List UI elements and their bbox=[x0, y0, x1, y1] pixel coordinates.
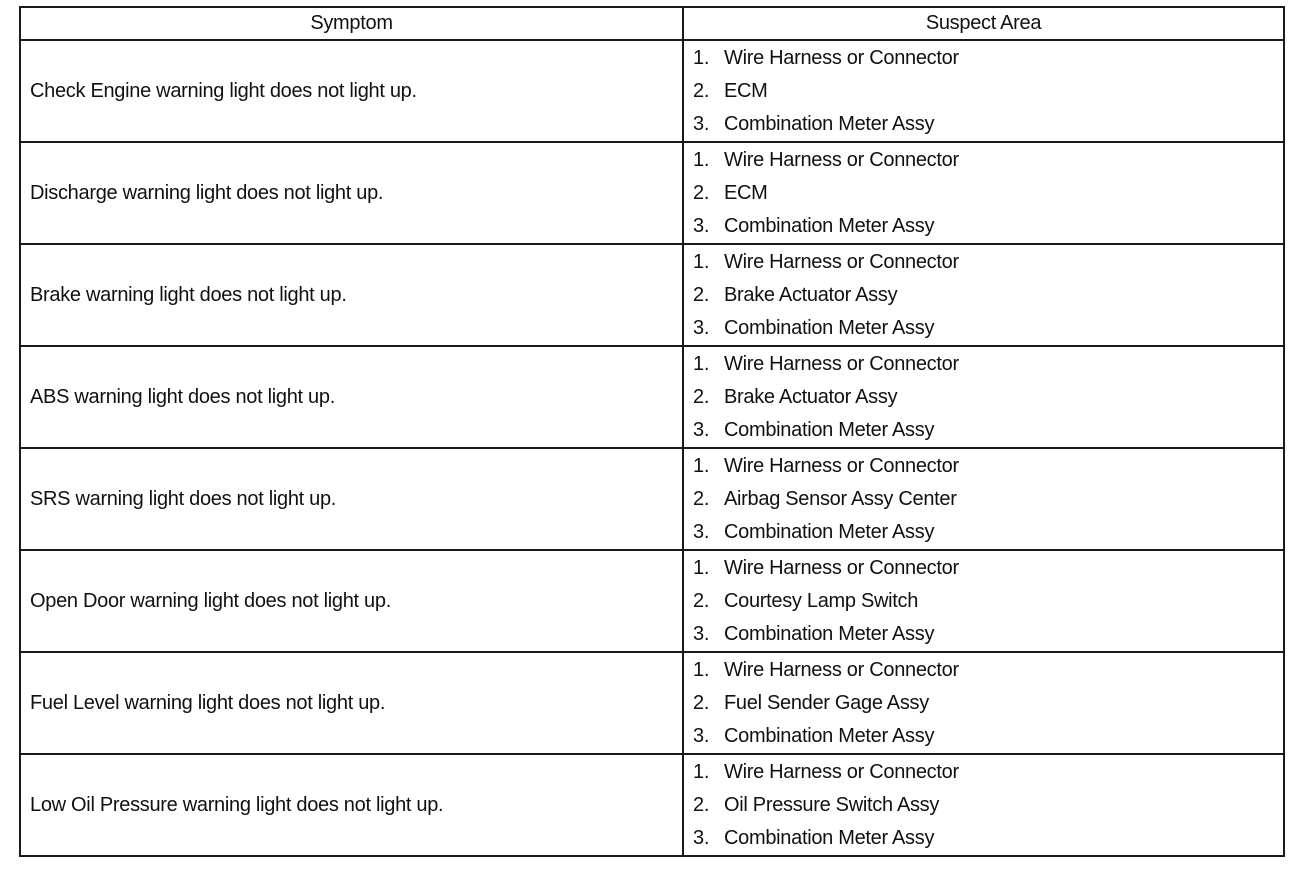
suspect-item-text: Combination Meter Assy bbox=[724, 112, 935, 135]
symptom-text: Brake warning light does not light up. bbox=[30, 283, 347, 306]
suspect-item-number: 1. bbox=[693, 46, 710, 69]
suspect-item-text: Combination Meter Assy bbox=[724, 622, 935, 645]
suspect-item-number: 3. bbox=[693, 112, 710, 135]
suspect-list bbox=[684, 654, 1283, 753]
suspect-item bbox=[684, 348, 1283, 381]
suspect-item-text: Wire Harness or Connector bbox=[724, 556, 959, 579]
suspect-item-number: 3. bbox=[693, 826, 710, 849]
suspect-item-number: 3. bbox=[693, 214, 710, 237]
suspect-item bbox=[684, 687, 1283, 720]
suspect-item-text: Wire Harness or Connector bbox=[724, 454, 959, 477]
symptom-cell bbox=[20, 40, 683, 142]
suspect-item bbox=[684, 414, 1283, 447]
suspect-item-number: 2. bbox=[693, 283, 710, 306]
suspect-item bbox=[684, 756, 1283, 789]
suspect-item-text: Combination Meter Assy bbox=[724, 826, 935, 849]
suspect-item-number: 2. bbox=[693, 385, 710, 408]
suspect-item bbox=[684, 483, 1283, 516]
table-row bbox=[20, 754, 1284, 856]
suspect-area-cell bbox=[683, 142, 1284, 244]
suspect-list bbox=[684, 450, 1283, 549]
suspect-item-text: Courtesy Lamp Switch bbox=[724, 589, 919, 612]
symptom-text: Low Oil Pressure warning light does not light up. bbox=[30, 793, 444, 816]
symptom-text: Open Door warning light does not light up. bbox=[30, 589, 391, 612]
suspect-item-text: Combination Meter Assy bbox=[724, 418, 935, 441]
suspect-item-text: Wire Harness or Connector bbox=[724, 250, 959, 273]
suspect-item-text: Oil Pressure Switch Assy bbox=[724, 793, 940, 816]
suspect-item-number: 3. bbox=[693, 622, 710, 645]
suspect-item bbox=[684, 720, 1283, 753]
suspect-item bbox=[684, 552, 1283, 585]
suspect-list bbox=[684, 348, 1283, 447]
suspect-item-number: 3. bbox=[693, 418, 710, 441]
suspect-list bbox=[684, 144, 1283, 243]
suspect-item bbox=[684, 516, 1283, 549]
symptom-cell bbox=[20, 448, 683, 550]
table-header bbox=[20, 7, 1284, 40]
suspect-item-text: Wire Harness or Connector bbox=[724, 352, 959, 375]
suspect-item bbox=[684, 450, 1283, 483]
suspect-item bbox=[684, 822, 1283, 855]
suspect-list bbox=[684, 552, 1283, 651]
suspect-item-text: Combination Meter Assy bbox=[724, 214, 935, 237]
symptom-cell bbox=[20, 754, 683, 856]
suspect-item-text: Wire Harness or Connector bbox=[724, 658, 959, 681]
suspect-item-text: Wire Harness or Connector bbox=[724, 148, 959, 171]
suspect-item-text: Wire Harness or Connector bbox=[724, 760, 959, 783]
table-row bbox=[20, 244, 1284, 346]
suspect-item bbox=[684, 108, 1283, 141]
suspect-item bbox=[684, 789, 1283, 822]
symptom-cell bbox=[20, 346, 683, 448]
suspect-item-number: 1. bbox=[693, 760, 710, 783]
table-body bbox=[20, 40, 1284, 856]
suspect-area-cell bbox=[683, 652, 1284, 754]
table-row bbox=[20, 550, 1284, 652]
symptom-text: ABS warning light does not light up. bbox=[30, 385, 335, 408]
symptom-cell bbox=[20, 244, 683, 346]
symptom-text: SRS warning light does not light up. bbox=[30, 487, 337, 510]
suspect-item-text: Combination Meter Assy bbox=[724, 520, 935, 543]
suspect-item-number: 2. bbox=[693, 181, 710, 204]
suspect-area-cell bbox=[683, 448, 1284, 550]
symptom-cell bbox=[20, 652, 683, 754]
suspect-item-number: 1. bbox=[693, 148, 710, 171]
suspect-item-text: ECM bbox=[724, 79, 768, 102]
suspect-list bbox=[684, 246, 1283, 345]
table-row bbox=[20, 448, 1284, 550]
header-row bbox=[20, 7, 1284, 40]
suspect-item-number: 3. bbox=[693, 520, 710, 543]
suspect-item-number: 1. bbox=[693, 556, 710, 579]
suspect-list bbox=[684, 756, 1283, 855]
suspect-item-text: Fuel Sender Gage Assy bbox=[724, 691, 929, 714]
suspect-area-cell bbox=[683, 40, 1284, 142]
suspect-item bbox=[684, 654, 1283, 687]
table-row bbox=[20, 652, 1284, 754]
suspect-item bbox=[684, 42, 1283, 75]
suspect-item bbox=[684, 144, 1283, 177]
suspect-item-number: 3. bbox=[693, 724, 710, 747]
table-row bbox=[20, 40, 1284, 142]
suspect-item-text: Brake Actuator Assy bbox=[724, 385, 898, 408]
suspect-item bbox=[684, 246, 1283, 279]
suspect-item bbox=[684, 75, 1283, 108]
suspect-item bbox=[684, 177, 1283, 210]
suspect-item-text: Combination Meter Assy bbox=[724, 724, 935, 747]
header-symptom: Symptom bbox=[20, 7, 683, 40]
symptom-text: Fuel Level warning light does not light up. bbox=[30, 691, 386, 714]
suspect-item bbox=[684, 618, 1283, 651]
suspect-area-cell bbox=[683, 346, 1284, 448]
suspect-item-number: 1. bbox=[693, 454, 710, 477]
suspect-item-number: 2. bbox=[693, 793, 710, 816]
symptom-text: Check Engine warning light does not light up. bbox=[30, 79, 417, 102]
suspect-item-text: Airbag Sensor Assy Center bbox=[724, 487, 957, 510]
symptom-cell bbox=[20, 142, 683, 244]
table-row bbox=[20, 346, 1284, 448]
suspect-item-number: 1. bbox=[693, 250, 710, 273]
suspect-item-text: ECM bbox=[724, 181, 768, 204]
suspect-item-number: 1. bbox=[693, 658, 710, 681]
suspect-item bbox=[684, 210, 1283, 243]
suspect-area-cell bbox=[683, 550, 1284, 652]
suspect-item-number: 2. bbox=[693, 589, 710, 612]
suspect-item bbox=[684, 585, 1283, 618]
suspect-item bbox=[684, 312, 1283, 345]
suspect-item-text: Combination Meter Assy bbox=[724, 316, 935, 339]
suspect-item bbox=[684, 381, 1283, 414]
suspect-item bbox=[684, 279, 1283, 312]
suspect-item-text: Wire Harness or Connector bbox=[724, 46, 959, 69]
suspect-item-number: 2. bbox=[693, 691, 710, 714]
symptom-cell bbox=[20, 550, 683, 652]
suspect-item-number: 2. bbox=[693, 487, 710, 510]
suspect-item-number: 3. bbox=[693, 316, 710, 339]
suspect-item-number: 2. bbox=[693, 79, 710, 102]
header-suspect-area: Suspect Area bbox=[683, 7, 1284, 40]
suspect-list bbox=[684, 42, 1283, 141]
suspect-area-cell bbox=[683, 244, 1284, 346]
table-row bbox=[20, 142, 1284, 244]
suspect-area-cell bbox=[683, 754, 1284, 856]
suspect-item-text: Brake Actuator Assy bbox=[724, 283, 898, 306]
suspect-item-number: 1. bbox=[693, 352, 710, 375]
symptom-text: Discharge warning light does not light up. bbox=[30, 181, 384, 204]
symptom-suspect-table bbox=[19, 6, 1285, 857]
